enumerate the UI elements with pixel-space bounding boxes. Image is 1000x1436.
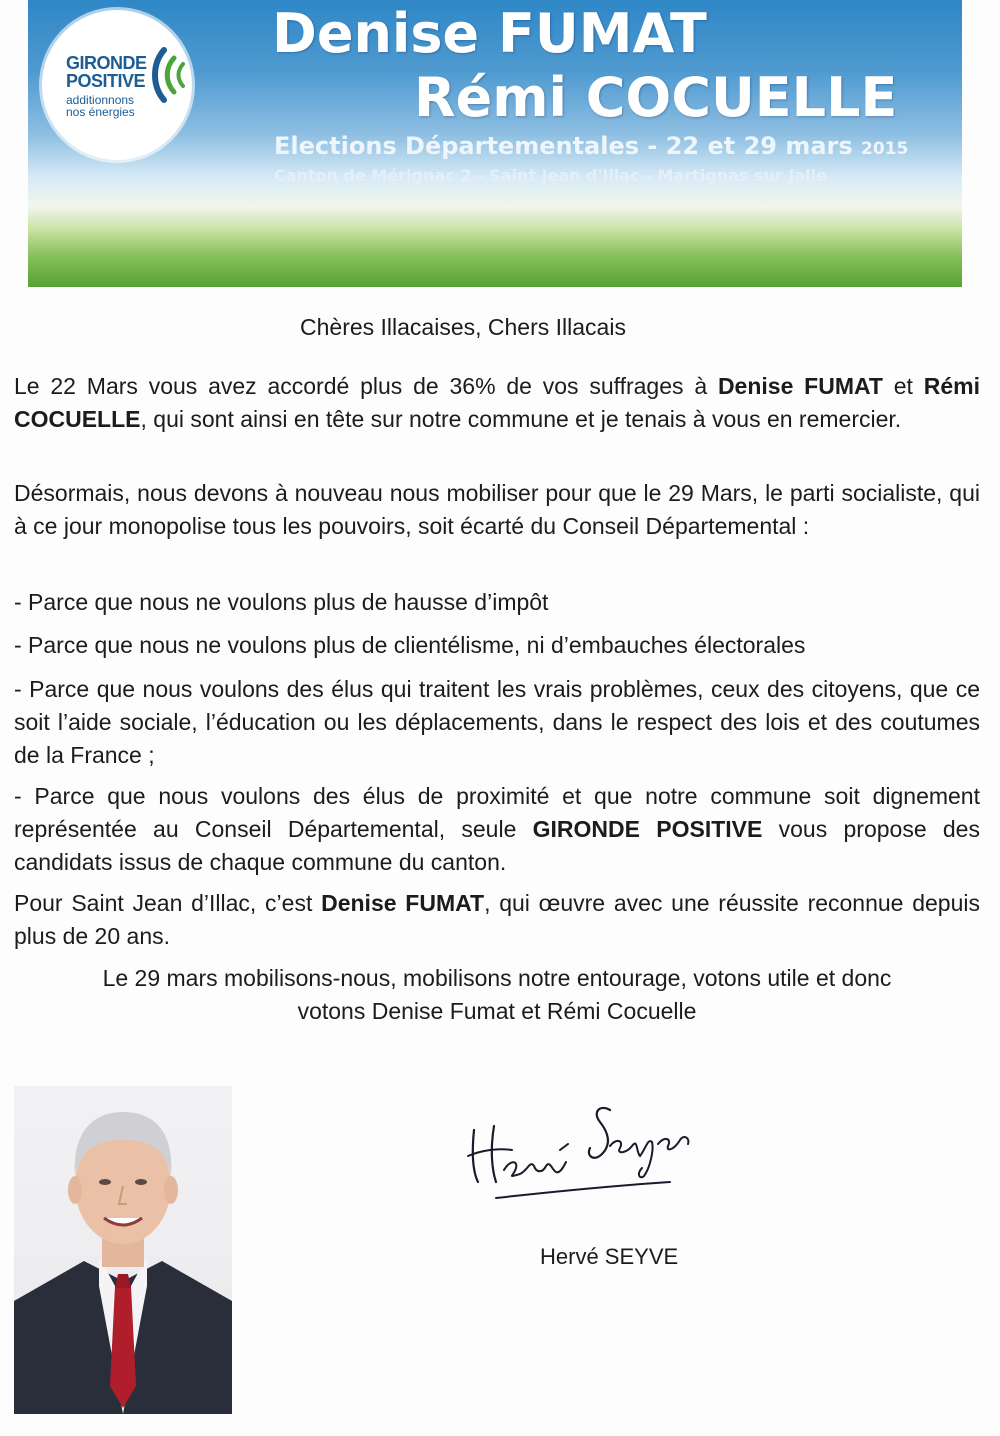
paragraph-text: vous propose des candidats issus de chaque commune du canton.: [14, 816, 980, 875]
paragraph-text: et: [882, 373, 924, 399]
paragraph-thanks: [14, 370, 980, 436]
gironde-positive-logo: [42, 10, 192, 160]
paragraph-text: - Parce que nous voulons des élus de proximité et que notre commune soit dignement représentée au Conseil Départemental, seule: [14, 783, 980, 842]
logo-tagline-line-1: additionnons: [66, 93, 135, 107]
portrait-photo: [14, 1086, 232, 1414]
canton-line: Canton de Mérignac 2 - Saint Jean d'Illac - Martignas sur Jalle: [274, 166, 827, 185]
election-year: 2015: [861, 139, 909, 159]
paragraph-local-candidate: [14, 887, 980, 953]
closing-line-1: Le 29 mars mobilisons-nous, mobilisons notre entourage, votons utile et donc: [102, 965, 892, 991]
logo-text-line-2: POSITIVE: [66, 71, 146, 91]
signer-name: Hervé SEYVE: [540, 1244, 679, 1269]
reason-real-problems: - Parce que nous voulons des élus qui traitent les vrais problèmes, ceux des citoyens, que ce soit l’aide sociale, l’éducation ou les déplacements, dans le respect des lois et des coutumes de la France ;: [14, 676, 980, 768]
candidate-2-bold: Rémi COCUELLE: [14, 373, 980, 432]
paragraph-text: , qui sont ainsi en tête sur notre commune et je tenais à vous en remercier.: [140, 406, 902, 432]
logo-text-line-1: GIRONDE: [66, 53, 147, 73]
election-title: [274, 132, 908, 163]
candidate-1-name: Denise FUMAT: [272, 2, 707, 65]
paragraph-text: Le 22 Mars vous avez accordé plus de 36% de vos suffrages à: [14, 373, 718, 399]
logo-wave-icon: [150, 46, 188, 104]
closing-line-2: votons Denise Fumat et Rémi Cocuelle: [297, 998, 697, 1024]
reason-taxes: - Parce que nous ne voulons plus de hausse d’impôt: [14, 589, 549, 615]
election-dates: - 22 et 29 mars: [647, 132, 853, 160]
reason-proximity: [14, 780, 980, 879]
handwritten-signature: [460, 1090, 720, 1210]
portrait-illustration: [14, 1086, 232, 1414]
election-name: Elections Départementales: [274, 132, 640, 160]
candidate-2-name: Rémi COCUELLE: [414, 66, 898, 129]
paragraph-mobilize: Désormais, nous devons à nouveau nous mobiliser pour que le 29 Mars, le parti socialiste, qui à ce jour monopolise tous les pouvoirs, soit écarté du Conseil Départemental :: [14, 480, 980, 539]
reason-clientelism: - Parce que nous ne voulons plus de clientélisme, ni d’embauches électorales: [14, 632, 806, 658]
logo-tagline-line-2: nos énergies: [66, 105, 135, 119]
candidate-1-bold: Denise FUMAT: [717, 373, 883, 399]
paragraph-text: , qui œuvre avec une réussite reconnue depuis plus de 20 ans.: [14, 890, 980, 949]
candidate-1-bold: Denise FUMAT: [321, 890, 485, 916]
paragraph-text: Pour Saint Jean d’Illac, c’est: [14, 890, 322, 916]
party-name-bold: GIRONDE POSITIVE: [532, 816, 763, 842]
salutation: Chères Illacaises, Chers Illacais: [300, 314, 626, 340]
header-banner: [28, 0, 962, 287]
